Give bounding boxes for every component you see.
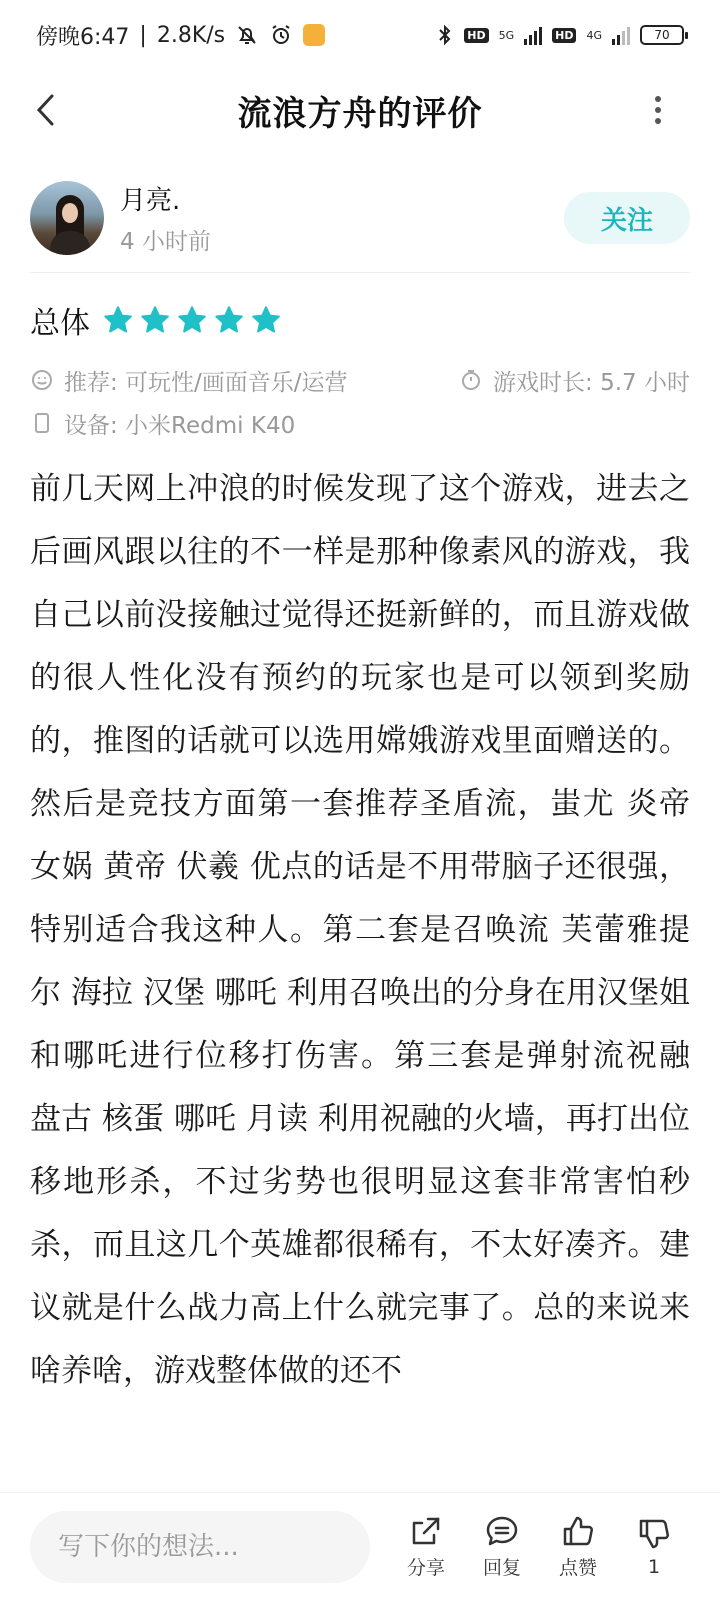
meta-row-recommend [30,362,690,398]
alarm-icon [269,23,293,47]
hd-badge: HD [464,28,488,43]
user-row [30,178,690,258]
network-5g: 5G [498,28,515,42]
avatar[interactable] [30,181,104,255]
user-meta [120,180,211,256]
divider [30,272,690,273]
more-options-button[interactable] [636,88,680,132]
reply-button[interactable] [466,1513,538,1580]
follow-button[interactable]: 关注 [564,192,690,244]
post-time: 4 小时前 [120,229,211,255]
like-label: 点赞 [558,1557,597,1579]
like-button[interactable] [542,1513,614,1580]
signal-icon [524,25,542,45]
playtime [459,364,690,397]
rating-row [30,298,282,342]
more-vertical-icon [654,95,662,125]
page-title: 流浪方舟的评价 [237,93,483,134]
star-icon [176,304,208,336]
app-notification-icon [303,24,325,46]
device-text: 设备: 小米Redmi K40 [64,412,296,439]
rating-label: 总体 [30,306,90,341]
status-time: 傍晚6:47 [36,24,130,50]
user-name[interactable]: 月亮. [120,186,181,216]
battery-indicator: 70 [640,25,684,45]
network-4g: 4G [586,28,602,42]
star-rating [102,304,282,336]
meta-row-device [30,405,295,441]
star-icon [213,304,245,336]
chevron-left-icon [34,92,58,128]
status-left [36,20,325,51]
reply-label: 回复 [482,1557,521,1579]
thumbs-up-icon [560,1513,596,1549]
bottom-bar [0,1492,720,1600]
star-icon [250,304,282,336]
status-separator: | [139,22,147,48]
playtime-text: 游戏时长: 5.7 小时 [493,369,690,396]
dislike-count: 1 [647,1555,661,1578]
phone-icon [30,411,54,435]
net-speed: 2.8K/s [156,22,226,48]
header [0,70,720,150]
share-label: 分享 [406,1557,445,1579]
hd-badge-2: HD [552,28,576,43]
review-body: 前几天网上冲浪的时候发现了这个游戏，进去之后画风跟以往的不一样是那种像素风的游戏，我自己以前没接触过觉得还挺新鲜的，而且游戏做的很人性化没有预约的玩家也是可以领到奖励的，推图的话就可以选用嫦娥游戏里面赠送的。然后是竞技方面第一套推荐圣盾流，蚩尤 炎帝 女娲 黄帝 伏羲 优点的话是不用带脑子还很强，特别适合我这种人。第二套是召唤流 芙蕾雅提尔 海拉 汉堡 哪吒 利用召唤出的分身在用汉堡姐和哪吒进行位移打伤害。第三套是弹射流祝融 盘古 核蛋 哪吒 月读 利用祝融的火墙，再打出位移地形杀，不过劣势也很明显这套非常害怕秒杀，而且这几个英雄都很稀有，不太好凑齐。建议就是什么战力高上什么就完事了。总的来说来啥养啥，游戏整体做的还不 [30,471,690,1389]
dislike-button[interactable] [618,1516,690,1578]
share-icon [408,1513,444,1549]
status-bar [0,0,720,70]
signal-icon-2 [612,25,630,45]
status-right [436,23,684,47]
share-button[interactable] [390,1513,462,1580]
star-icon [139,304,171,336]
comment-bubble-icon [484,1513,520,1549]
stopwatch-icon [459,368,483,392]
comment-input[interactable] [30,1511,370,1583]
mute-bell-icon [235,23,259,47]
star-icon [102,304,134,336]
recommend-text: 推荐: 可玩性/画面音乐/运营 [64,369,348,396]
back-button[interactable] [24,88,68,132]
smile-icon [30,368,54,392]
bluetooth-icon [436,23,454,47]
thumbs-down-icon [636,1516,672,1552]
